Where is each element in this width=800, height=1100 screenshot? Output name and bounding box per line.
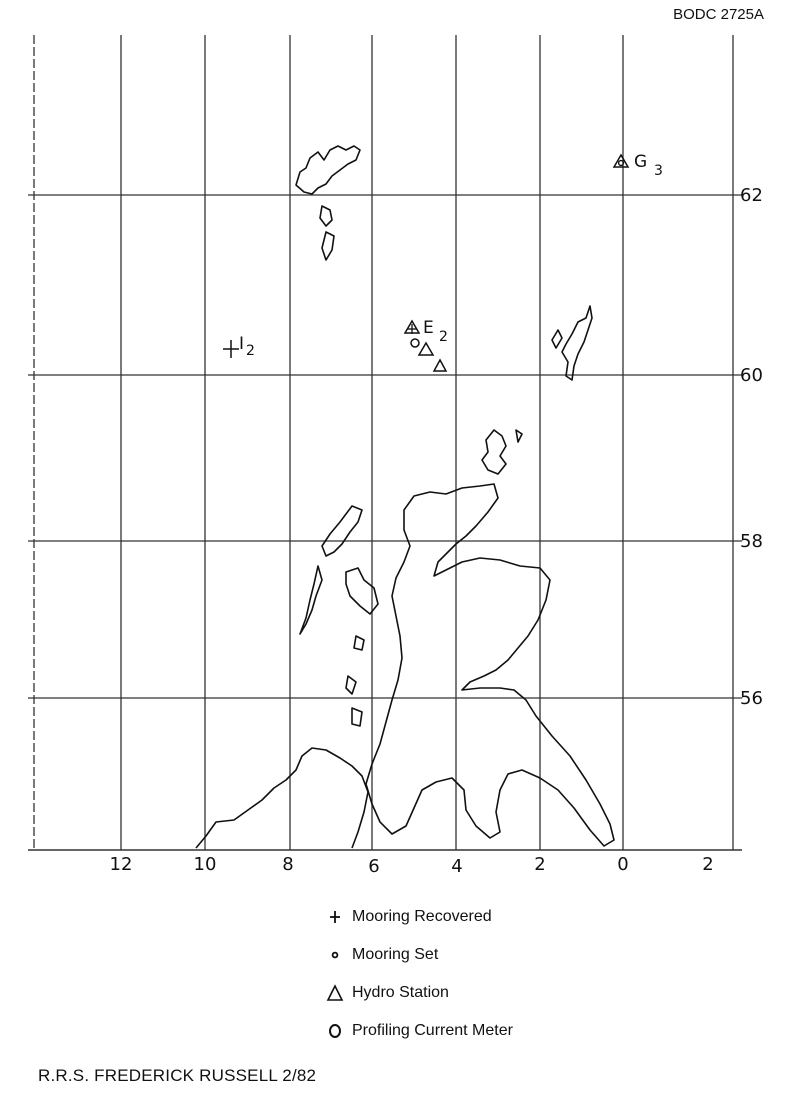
longitude-label: 2 bbox=[702, 854, 714, 875]
hydro-station-icon bbox=[419, 343, 433, 355]
ireland-north-coast bbox=[196, 748, 368, 848]
coastlines bbox=[196, 146, 614, 848]
station-g3[interactable] bbox=[614, 152, 663, 179]
circle-icon bbox=[318, 1023, 352, 1039]
legend-item-mooring-set bbox=[318, 936, 513, 974]
triangle-icon bbox=[318, 984, 352, 1002]
station-label-subscript: 2 bbox=[246, 343, 255, 359]
latitude-labels bbox=[740, 185, 763, 709]
profiling-current-meter-icon bbox=[411, 339, 419, 347]
station-i2[interactable] bbox=[223, 334, 255, 359]
map-legend bbox=[318, 898, 513, 1050]
legend-item-hydro-station bbox=[318, 974, 513, 1012]
longitude-label: 10 bbox=[193, 854, 217, 875]
longitude-label: 12 bbox=[109, 854, 133, 875]
longitude-label: 4 bbox=[451, 856, 463, 877]
legend-item-mooring-recovered bbox=[318, 898, 513, 936]
inner-hebrides bbox=[346, 568, 378, 726]
dot-icon bbox=[318, 950, 352, 960]
document-reference: BODC 2725A bbox=[673, 6, 764, 23]
cruise-caption: R.R.S. FREDERICK RUSSELL 2/82 bbox=[38, 1066, 317, 1085]
station-e2[interactable] bbox=[405, 318, 448, 371]
latitude-label: 60 bbox=[740, 365, 763, 386]
station-label-letter: E bbox=[423, 318, 434, 338]
station-label-subscript: 3 bbox=[654, 163, 663, 179]
faroe-islands bbox=[296, 146, 360, 260]
station-label-letter: I bbox=[239, 334, 245, 354]
longitude-label: 6 bbox=[368, 856, 380, 877]
orkney-islands bbox=[482, 430, 522, 474]
shetland-islands bbox=[552, 306, 592, 380]
longitude-label: 8 bbox=[282, 854, 294, 875]
legend-label: Mooring Recovered bbox=[352, 908, 492, 925]
hydro-station-icon bbox=[434, 360, 446, 371]
latitude-label: 56 bbox=[740, 688, 763, 709]
legend-label: Profiling Current Meter bbox=[352, 1022, 513, 1039]
station-label-subscript: 2 bbox=[439, 329, 448, 345]
legend-item-profiling-current-meter bbox=[318, 1012, 513, 1050]
longitude-label: 0 bbox=[617, 854, 629, 875]
legend-label: Hydro Station bbox=[352, 984, 449, 1001]
legend-label: Mooring Set bbox=[352, 946, 439, 963]
station-label-letter: G bbox=[634, 152, 648, 172]
longitude-label: 2 bbox=[534, 854, 546, 875]
longitude-labels bbox=[110, 854, 714, 877]
cross-icon bbox=[318, 910, 352, 924]
scotland-mainland bbox=[366, 484, 614, 846]
latitude-label: 62 bbox=[740, 185, 763, 206]
latitude-label: 58 bbox=[740, 531, 763, 552]
